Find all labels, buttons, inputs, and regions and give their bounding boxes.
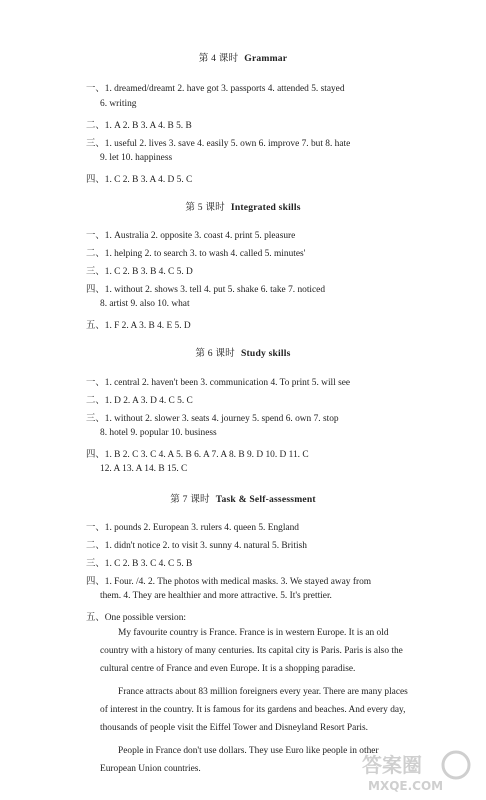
section-title-cn: 第 7 课时 (170, 494, 210, 505)
watermark-circle (443, 752, 469, 778)
answer-line: 8. hotel 9. popular 10. business (100, 428, 217, 438)
section-title (0, 50, 486, 64)
answer-line: 四、1. B 2. C 3. C 4. A 5. B 6. A 7. A 8. B 9. D 10. D 11. C (86, 450, 309, 460)
section-title-en: Grammar (244, 53, 288, 64)
answer-line: 五、One possible version: (86, 613, 186, 623)
section-title (0, 199, 486, 213)
answer-line: 三、1. C 2. B 3. B 4. C 5. D (86, 267, 193, 277)
answer-line: 二、1. D 2. A 3. D 4. C 5. C (86, 396, 193, 406)
answer-line: 五、1. F 2. A 3. B 4. E 5. D (86, 321, 191, 331)
essay-line: country with a history of many centuries. Its capital city is Paris. Paris is also the (100, 646, 403, 656)
answer-line: 8. artist 9. also 10. what (100, 299, 190, 309)
essay-line: of interest in the country. It is famous for its gardens and beaches. And every day, (100, 705, 406, 715)
section-title-en: Study skills (240, 348, 291, 359)
watermark-url: MXQE.COM (368, 779, 444, 793)
answer-line: 二、1. didn't notice 2. to visit 3. sunny 4. natural 5. British (86, 541, 307, 551)
section-title (0, 491, 486, 505)
answer-line: 四、1. Four. /4. 2. The photos with medical masks. 3. We stayed away from (86, 577, 372, 587)
essay-line: thousands of people visit the Eiffel Tower and Disneyland Resort Paris. (100, 723, 368, 733)
section-title-cn: 第 4 课时 (198, 53, 239, 64)
answer-line: 6. writing (100, 99, 137, 109)
answer-line: 四、1. without 2. shows 3. tell 4. put 5. shake 6. take 7. noticed (86, 285, 326, 295)
essay-line: France attracts about 83 million foreigners every year. There are many places (118, 687, 408, 697)
answer-line: 一、1. dreamed/dreamt 2. have got 3. passports 4. attended 5. stayed (86, 84, 345, 94)
section-title-cn: 第 5 课时 (185, 202, 225, 213)
answer-line: 三、1. useful 2. lives 3. save 4. easily 5. own 6. improve 7. but 8. hate (86, 139, 351, 149)
essay-line: European Union countries. (100, 764, 201, 774)
watermark-icon (358, 748, 478, 794)
watermark-text: 答案圈 (362, 753, 422, 777)
answer-line: 二、1. A 2. B 3. A 4. B 5. B (86, 121, 192, 131)
answer-line: them. 4. They are healthier and more attractive. 5. It's prettier. (100, 591, 332, 601)
answer-line: 一、1. pounds 2. European 3. rulers 4. queen 5. England (86, 523, 299, 533)
answer-line: 9. let 10. happiness (100, 153, 173, 163)
essay-line: My favourite country is France. France is in western Europe. It is an old (118, 628, 389, 638)
section-title-en: Integrated skills (230, 202, 301, 213)
answer-line: 二、1. helping 2. to search 3. to wash 4. called 5. minutes' (86, 249, 306, 259)
section-title (0, 345, 486, 359)
answer-line: 三、1. without 2. slower 3. seats 4. journey 5. spend 6. own 7. stop (86, 414, 339, 424)
answer-line: 一、1. Australia 2. opposite 3. coast 4. print 5. pleasure (86, 231, 296, 241)
section-title-en: Task & Self-assessment (215, 494, 316, 505)
essay-line: cultural centre of France and even Europe. It is a shopping paradise. (100, 664, 356, 674)
essay-line: People in France don't use dollars. They use Euro like people in other (118, 746, 379, 756)
answer-line: 四、1. C 2. B 3. A 4. D 5. C (86, 175, 193, 185)
answer-line: 12. A 13. A 14. B 15. C (100, 464, 188, 474)
answer-line: 一、1. central 2. haven't been 3. communication 4. To print 5. will see (86, 378, 351, 388)
answer-line: 三、1. C 2. B 3. C 4. C 5. B (86, 559, 193, 569)
section-title-cn: 第 6 课时 (195, 348, 235, 359)
watermark-logo (358, 748, 478, 794)
